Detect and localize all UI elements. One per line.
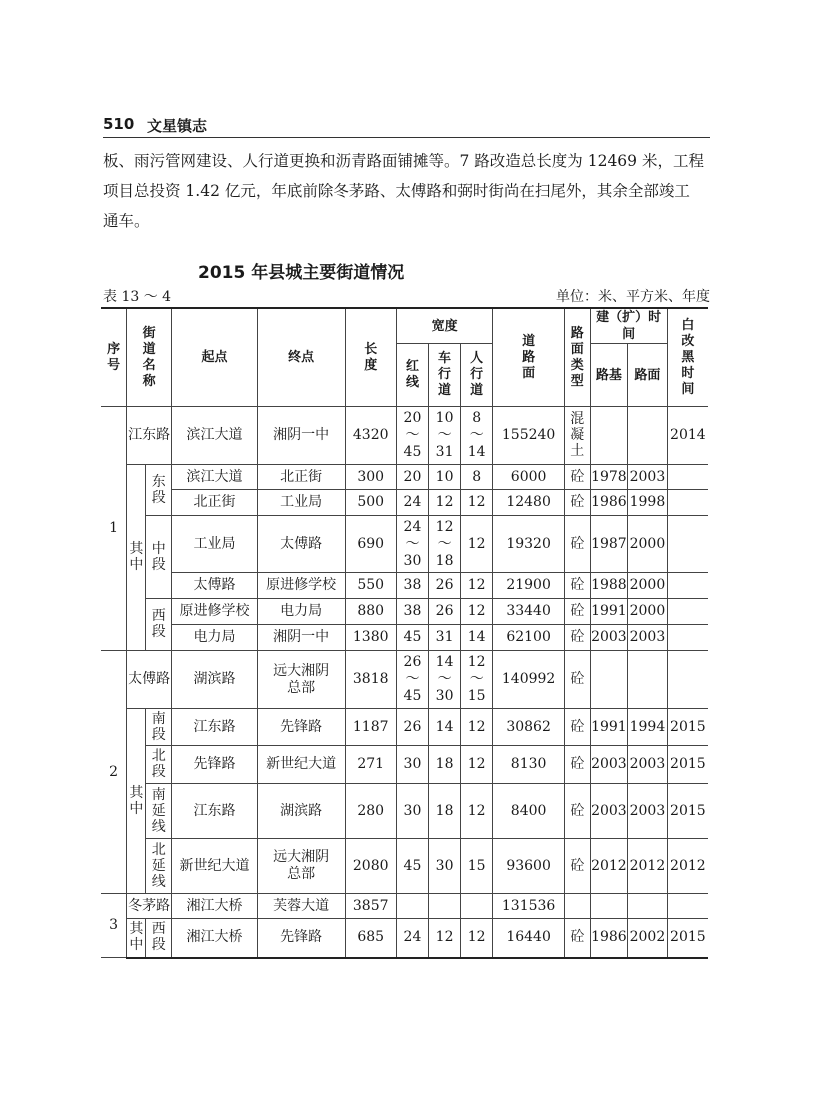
table-cell: 新世纪大道 <box>257 746 345 784</box>
book-title: 文星镇志 <box>147 117 208 135</box>
table-cell: ～ <box>437 671 452 687</box>
table-cell: 21900 <box>493 573 565 599</box>
table-cell: 2012 <box>628 839 668 894</box>
seq-cell: 2 <box>101 651 127 894</box>
table-cell: 31 <box>429 625 461 651</box>
table-cell: 131536 <box>493 894 565 919</box>
table-row <box>101 599 708 625</box>
section-label: 东段 <box>151 473 166 506</box>
table-cell <box>667 651 708 709</box>
table-cell: 总部 <box>287 679 316 696</box>
table-cell <box>396 651 428 709</box>
street-name: 冬茅路 <box>127 894 172 919</box>
table-cell <box>667 465 708 490</box>
table-cell: 远大湘阴 <box>273 662 330 679</box>
table-cell: 10 <box>429 465 461 490</box>
table-cell: 1380 <box>345 625 396 651</box>
table-cell: 45 <box>403 688 422 704</box>
table-cell: 15 <box>467 688 486 704</box>
table-cell <box>667 490 708 516</box>
section-label: 西段 <box>151 608 166 640</box>
table-cell <box>667 599 708 625</box>
table-cell <box>146 465 172 516</box>
table-cell <box>146 784 172 839</box>
table-cell: 太傅路 <box>257 516 345 573</box>
header-width: 宽度 <box>396 308 492 344</box>
table-cell: 26 <box>396 709 428 746</box>
header-sidewalk: 人行道 <box>470 351 484 398</box>
table-cell: 江东路 <box>172 784 258 839</box>
header-seq: 序号 <box>107 341 121 373</box>
table-cell: 2003 <box>628 746 668 784</box>
table-cell: 远大湘阴 <box>273 849 330 865</box>
table-cell <box>429 516 461 573</box>
table-cell: 2015 <box>667 746 708 784</box>
table-cell: 14 <box>461 625 493 651</box>
table-cell: 砼 <box>564 465 590 490</box>
table-cell: 14 <box>467 444 486 460</box>
table-cell: 10 <box>435 410 454 426</box>
table-cell: 20 <box>403 410 422 426</box>
table-cell: 滨江大道 <box>172 465 258 490</box>
pavement-cell <box>628 407 668 465</box>
table-row <box>101 709 708 746</box>
table-cell: 工业局 <box>257 490 345 516</box>
header-road-area: 道路面 <box>522 333 536 381</box>
table-cell: 湘阴一中 <box>257 625 345 651</box>
blacktop-cell: 2014 <box>667 407 708 465</box>
table-cell <box>564 407 590 465</box>
table-cell: 880 <box>345 599 396 625</box>
table-cell: 15 <box>461 839 493 894</box>
table-cell <box>127 465 146 651</box>
table-row <box>101 894 708 919</box>
table-cell: 280 <box>345 784 396 839</box>
table-cell <box>396 894 428 919</box>
table-cell: 2000 <box>628 573 668 599</box>
table-cell: 1987 <box>590 516 627 573</box>
table-cell: 6000 <box>493 465 565 490</box>
table-cell: 12 <box>429 490 461 516</box>
table-cell: 12 <box>461 919 493 958</box>
table-cell: 2012 <box>590 839 627 894</box>
table-cell: 8 <box>472 410 482 426</box>
header-build-time: 建（扩）时间 <box>590 308 667 344</box>
header-red-line: 红线 <box>405 359 419 390</box>
table-cell: 2003 <box>590 625 627 651</box>
area-cell: 155240 <box>493 407 565 465</box>
table-cell: 2015 <box>667 709 708 746</box>
body-line: 通车。 <box>103 212 150 230</box>
table-cell <box>146 709 172 746</box>
table-cell: 8400 <box>493 784 565 839</box>
table-cell: 湘江大桥 <box>172 894 258 919</box>
table-cell: 12 <box>467 654 486 670</box>
table-cell <box>667 894 708 919</box>
table-cell: 3857 <box>345 894 396 919</box>
seq-cell: 1 <box>101 407 127 651</box>
table-cell: 45 <box>396 625 428 651</box>
table-cell: 原进修学校 <box>257 573 345 599</box>
table-number: 表 13 ～ 4 <box>103 289 172 305</box>
table-cell <box>461 651 493 709</box>
table-cell: 1187 <box>345 709 396 746</box>
table-cell: 18 <box>435 552 454 569</box>
table-cell: 26 <box>403 654 422 670</box>
table-cell <box>146 599 172 651</box>
table-cell <box>257 839 345 894</box>
table-cell: 24 <box>396 490 428 516</box>
header-blacktop-time: 白改黑时间 <box>681 317 695 397</box>
body-paragraph <box>103 146 713 236</box>
table-cell: 砼 <box>564 625 590 651</box>
table-row <box>101 407 708 465</box>
table-cell: 先锋路 <box>257 919 345 958</box>
table-cell: 砼 <box>564 784 590 839</box>
running-head <box>103 115 710 135</box>
table-cell: 93600 <box>493 839 565 894</box>
table-cell <box>396 344 428 407</box>
table-cell <box>396 516 428 573</box>
table-cell: 19320 <box>493 516 565 573</box>
table-cell <box>667 516 708 573</box>
table-cell: ～ <box>405 427 420 443</box>
table-cell: 300 <box>345 465 396 490</box>
table-cell: 芙蓉大道 <box>257 894 345 919</box>
table-cell: 12 <box>461 746 493 784</box>
table-cell: 砼 <box>564 490 590 516</box>
table-cell: 1994 <box>628 709 668 746</box>
table-cell <box>345 308 396 407</box>
table-cell: 26 <box>429 599 461 625</box>
header-roadway: 车行道 <box>438 351 452 398</box>
table-cell: 45 <box>396 839 428 894</box>
roadway-cell <box>429 407 461 465</box>
table-cell <box>429 344 461 407</box>
type-cell: 混凝土 <box>570 411 585 459</box>
table-cell: ～ <box>405 535 420 552</box>
table-cell: 1988 <box>590 573 627 599</box>
seq-cell: 3 <box>101 894 127 958</box>
sub-label: 其中 <box>129 921 144 954</box>
table-cell <box>429 651 461 709</box>
header-length: 长度 <box>364 341 378 373</box>
section-label: 西段 <box>151 921 166 954</box>
table-cell: 2015 <box>667 784 708 839</box>
table-unit: 单位：米、平方米、年度 <box>556 289 710 305</box>
table-cell: 12 <box>461 599 493 625</box>
table-cell <box>590 651 627 709</box>
header-surface-type: 路面类型 <box>570 325 584 389</box>
table-cell: 砼 <box>564 709 590 746</box>
table-cell <box>628 651 668 709</box>
header-street: 街道名称 <box>142 325 156 389</box>
table-cell: 砼 <box>564 651 590 709</box>
table-cell: 685 <box>345 919 396 958</box>
header-subgrade: 路基 <box>590 344 627 407</box>
table-cell <box>564 894 590 919</box>
table-cell: 新世纪大道 <box>172 839 258 894</box>
table-cell: 2080 <box>345 839 396 894</box>
table-cell <box>257 651 345 709</box>
table-cell: 12 <box>461 490 493 516</box>
street-name: 江东路 <box>127 407 172 465</box>
table-cell: 14 <box>435 654 454 670</box>
table-cell: 1991 <box>590 599 627 625</box>
streets-table <box>101 307 708 959</box>
start-cell: 滨江大道 <box>172 407 258 465</box>
table-cell: 14 <box>429 709 461 746</box>
header-end: 终点 <box>257 308 345 407</box>
table-cell: 24 <box>396 919 428 958</box>
table-cell: ～ <box>437 427 452 443</box>
table-cell: ～ <box>437 535 452 552</box>
table-cell: 砼 <box>564 746 590 784</box>
table-cell: 12 <box>429 919 461 958</box>
table-cell: 2003 <box>628 784 668 839</box>
table-cell: 62100 <box>493 625 565 651</box>
table-cell: 33440 <box>493 599 565 625</box>
table-cell: 30 <box>396 746 428 784</box>
table-cell: 砼 <box>564 573 590 599</box>
table-cell <box>667 308 708 407</box>
table-cell: 140992 <box>493 651 565 709</box>
table-cell: 3818 <box>345 651 396 709</box>
table-cell <box>127 919 146 958</box>
table-cell: 500 <box>345 490 396 516</box>
table-cell: 1978 <box>590 465 627 490</box>
table-cell <box>628 894 668 919</box>
table-row <box>101 839 708 894</box>
table-cell <box>461 344 493 407</box>
table-cell: 8130 <box>493 746 565 784</box>
table-cell: 690 <box>345 516 396 573</box>
table-cell: 8 <box>461 465 493 490</box>
table-cell: 1986 <box>590 490 627 516</box>
body-line: 板、雨污管网建设、人行道更换和沥青路面铺摊等。7 路改造总长度为 12469 米，工程 <box>103 152 704 170</box>
table-cell <box>127 709 146 894</box>
body-line: 项目总投资 1.42 亿元，年底前除冬茅路、太傅路和弼时街尚在扫尾外，其余全部竣工 <box>103 182 690 200</box>
table-cell: 550 <box>345 573 396 599</box>
table-cell: 2000 <box>628 516 668 573</box>
table-cell: 30862 <box>493 709 565 746</box>
sub-label: 其中 <box>129 541 144 573</box>
section-label: 南延线 <box>151 786 166 835</box>
table-cell: 砼 <box>564 599 590 625</box>
table-row <box>101 651 708 709</box>
section-label: 北段 <box>151 748 166 780</box>
table-cell <box>493 308 565 407</box>
table-cell: ～ <box>469 671 484 687</box>
table-row <box>101 784 708 839</box>
table-cell: 20 <box>396 465 428 490</box>
table-cell: 2000 <box>628 599 668 625</box>
table-cell: 2003 <box>590 746 627 784</box>
end-cell: 湘阴一中 <box>257 407 345 465</box>
table-cell: 先锋路 <box>172 746 258 784</box>
header-start: 起点 <box>172 308 258 407</box>
table-cell: 30 <box>396 784 428 839</box>
table-cell: 江东路 <box>172 709 258 746</box>
table-cell: 31 <box>435 444 454 460</box>
table-cell: 1991 <box>590 709 627 746</box>
table-cell: 太傅路 <box>172 573 258 599</box>
table-cell: 先锋路 <box>257 709 345 746</box>
table-cell <box>146 839 172 894</box>
table-cell: 湖滨路 <box>172 651 258 709</box>
table-cell: 16440 <box>493 919 565 958</box>
table-cell: 12 <box>435 518 454 535</box>
table-cell: 电力局 <box>257 599 345 625</box>
section-label: 北延线 <box>151 841 166 890</box>
length-cell: 4320 <box>345 407 396 465</box>
table-row <box>101 490 708 516</box>
table-cell: 1986 <box>590 919 627 958</box>
table-cell: 2003 <box>628 625 668 651</box>
table-cell: 2015 <box>667 919 708 958</box>
table-cell: 总部 <box>287 866 316 882</box>
table-cell: 30 <box>429 839 461 894</box>
table-cell: 26 <box>429 573 461 599</box>
table-row <box>101 573 708 599</box>
table-cell: 30 <box>435 688 454 704</box>
table-cell <box>590 894 627 919</box>
table-cell: 18 <box>429 746 461 784</box>
table-cell: 271 <box>345 746 396 784</box>
page-number: 510 <box>103 115 135 133</box>
section-label: 中段 <box>151 540 166 573</box>
header-rule <box>103 137 710 138</box>
table-cell: 12 <box>461 573 493 599</box>
table-cell: 原进修学校 <box>172 599 258 625</box>
table-cell: 2003 <box>590 784 627 839</box>
table-cell: 湘江大桥 <box>172 919 258 958</box>
table-cell: 38 <box>396 599 428 625</box>
table-cell: 砼 <box>564 919 590 958</box>
header-pavement: 路面 <box>628 344 668 407</box>
table-cell: 12 <box>461 709 493 746</box>
table-cell: 12480 <box>493 490 565 516</box>
table-cell: 24 <box>403 518 422 535</box>
table-cell <box>667 625 708 651</box>
table-cell <box>429 894 461 919</box>
table-cell: 38 <box>396 573 428 599</box>
sidewalk-cell <box>461 407 493 465</box>
table-cell: ～ <box>405 671 420 687</box>
table-cell: 北正街 <box>257 465 345 490</box>
table-cell <box>146 516 172 599</box>
table-cell <box>564 308 590 407</box>
table-row <box>101 746 708 784</box>
table-cell: 工业局 <box>172 516 258 573</box>
table-cell: 2012 <box>667 839 708 894</box>
table-cell: 2002 <box>628 919 668 958</box>
table-cell <box>146 746 172 784</box>
subgrade-cell <box>590 407 627 465</box>
table-cell <box>146 919 172 958</box>
table-cell <box>667 573 708 599</box>
table-cell <box>461 894 493 919</box>
table-row <box>101 516 708 573</box>
table-row <box>101 465 708 490</box>
red-line-cell <box>396 407 428 465</box>
table-cell: 18 <box>429 784 461 839</box>
table-cell: ～ <box>469 427 484 443</box>
table-cell: 30 <box>403 552 422 569</box>
table-cell <box>101 308 127 407</box>
table-cell: 45 <box>403 444 422 460</box>
sub-label: 其中 <box>129 784 144 817</box>
table-title: 2015 年县城主要街道情况 <box>198 263 405 283</box>
table-row <box>101 625 708 651</box>
table-cell: 砼 <box>564 839 590 894</box>
table-cell: 2003 <box>628 465 668 490</box>
table-cell: 电力局 <box>172 625 258 651</box>
table-row <box>101 919 708 958</box>
section-label: 南段 <box>151 710 166 743</box>
table-cell: 砼 <box>564 516 590 573</box>
table-cell: 北正街 <box>172 490 258 516</box>
table-cell <box>127 308 172 407</box>
table-cell: 12 <box>461 784 493 839</box>
table-cell: 湖滨路 <box>257 784 345 839</box>
table-cell: 1998 <box>628 490 668 516</box>
street-name: 太傅路 <box>127 651 172 709</box>
table-cell: 12 <box>461 516 493 573</box>
